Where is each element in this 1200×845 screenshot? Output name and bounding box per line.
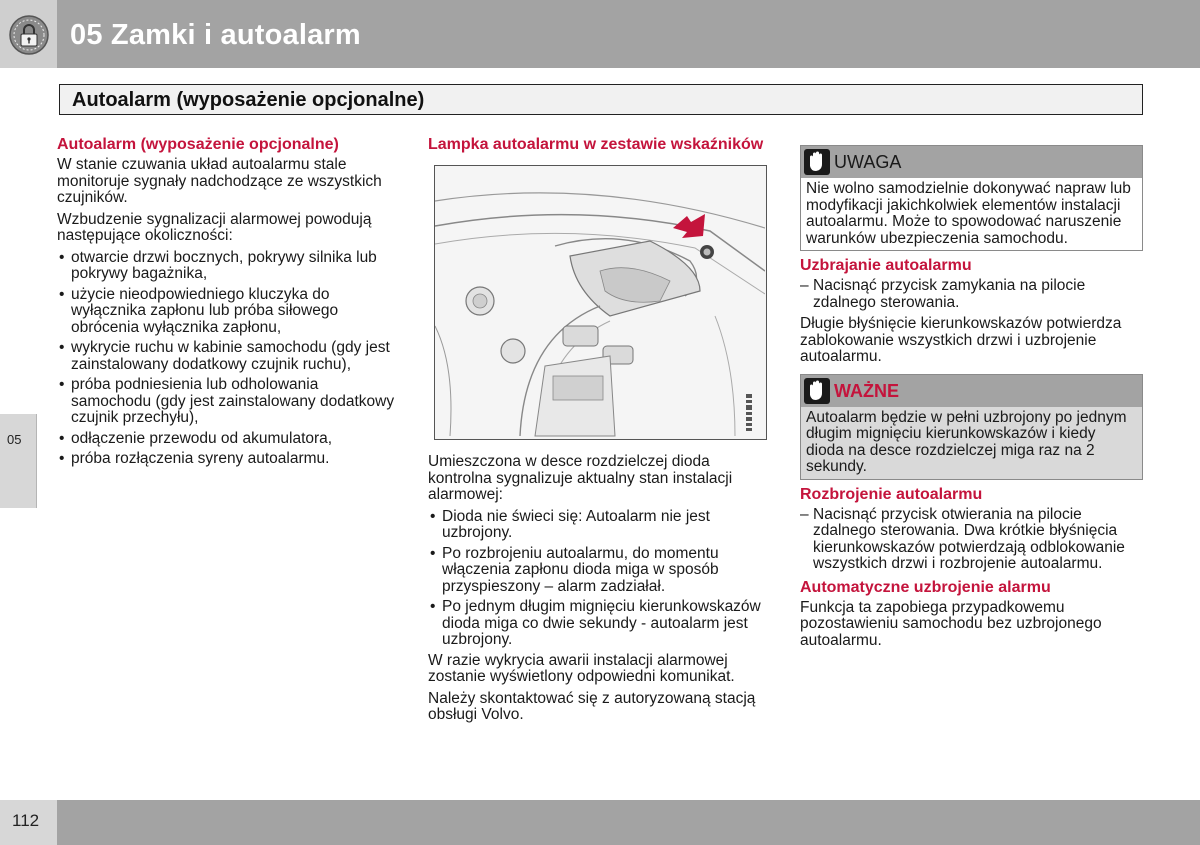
figure-code-marker — [744, 392, 754, 432]
section-title: Autoalarm (wyposażenie opcjonalne) — [72, 89, 425, 111]
wazne-notice-header — [801, 375, 1142, 407]
indicator-state-list — [428, 509, 773, 649]
dashboard-illustration — [435, 166, 765, 438]
uwaga-title: UWAGA — [834, 152, 902, 172]
arming-heading: Uzbrajanie autoalarmu — [800, 257, 972, 274]
list-item: – Nacisnąć przycisk zamykania na pilocie zdalnego sterowania. — [800, 278, 1143, 311]
service-paragraph: Należy skontaktować się z autoryzowaną stacją obsługi Volvo. — [428, 689, 756, 723]
list-item: • otwarcie drzwi bocznych, pokrywy silnika lub pokrywy bagażnika, — [57, 250, 395, 283]
list-item: • użycie nieodpowiedniego kluczyka do wyłącznika zapłonu lub próba siłowego obrócenia wyłącznika zapłonu, — [57, 287, 395, 337]
indicator-paragraph: Umieszczona w desce rozdzielczej dioda kontrolna sygnalizuje aktualny stan instalacji alarmowej: — [428, 453, 733, 503]
alarm-heading: Autoalarm (wyposażenie opcjonalne) — [57, 136, 339, 153]
warning-hand-icon — [804, 149, 830, 175]
wazne-title: WAŻNE — [834, 380, 899, 401]
header-icon-panel — [0, 0, 57, 68]
list-item: • próba podniesienia lub odholowania samochodu (gdy jest zainstalowany dodatkowy czujnik przechyłu), — [57, 377, 395, 427]
alarm-intro-paragraph: W stanie czuwania układ autoalarmu stale monitoruje sygnały nadchodzące ze wszystkich czujników. — [57, 156, 382, 206]
column-left — [57, 136, 395, 472]
list-item: – Nacisnąć przycisk otwierania na pilocie zdalnego sterowania. Dwa krótkie błyśnięcia kierunkowskazów potwierdzają odblokowanie wszystkich drzwi i rozbrojenie autoalarmu. — [800, 507, 1143, 573]
wazne-notice — [800, 374, 1143, 480]
section-title-box — [59, 84, 1143, 115]
lock-shield-icon — [9, 15, 49, 55]
disarm-steps — [800, 507, 1143, 573]
alarm-triggers-intro: Wzbudzenie sygnalizacji alarmowej powodują następujące okoliczności: — [57, 210, 372, 244]
uwaga-text: Nie wolno samodzielnie dokonywać napraw lub modyfikacji jakichkolwiek elementów instalacji autoalarmu. Może to spowodować naruszenie warunków ubezpieczenia samochodu. — [801, 178, 1142, 250]
indicator-heading: Lampka autoalarmu w zestawie wskaźników — [428, 136, 764, 153]
page-footer — [0, 800, 1200, 845]
fault-paragraph: W razie wykrycia awarii instalacji alarmowej zostanie wyświetlony odpowiedni komunikat. — [428, 651, 735, 685]
list-item: • Po rozbrojeniu autoalarmu, do momentu włączenia zapłonu dioda miga w sposób przyspieszony – alarm zadziałał. — [428, 546, 773, 596]
page-number: 112 — [12, 811, 40, 830]
footer-page-panel — [0, 800, 57, 845]
warning-hand-icon — [804, 378, 830, 404]
dashboard-figure — [434, 165, 767, 440]
list-item: • próba rozłączenia syreny autoalarmu. — [57, 451, 395, 468]
alarm-trigger-list — [57, 250, 395, 468]
list-item: • wykrycie ruchu w kabinie samochodu (gdy jest zainstalowany dodatkowy czujnik ruchu), — [57, 340, 395, 373]
arming-paragraph: Długie błyśnięcie kierunkowskazów potwierdza zablokowanie wszystkich drzwi i uzbrojenie autoalarmu. — [800, 315, 1122, 365]
list-item: • odłączenie przewodu od akumulatora, — [57, 431, 395, 448]
auto-arming-paragraph: Funkcja ta zapobiega przypadkowemu pozostawieniu samochodu bez uzbrojonego autoalarmu. — [800, 598, 1102, 649]
chapter-title: 05 Zamki i autoalarm — [70, 19, 361, 51]
list-item: • Po jednym długim mignięciu kierunkowskazów dioda miga co dwie sekundy - autoalarm jest uzbrojony. — [428, 599, 773, 649]
wazne-text: Autoalarm będzie w pełni uzbrojony po jednym długim mignięciu kierunkowskazów i kiedy dioda na desce rozdzielczej miga raz na 2 sekundy. — [801, 407, 1142, 479]
uwaga-notice — [800, 145, 1143, 251]
column-middle — [428, 136, 773, 729]
arming-steps — [800, 278, 1143, 311]
disarm-heading: Rozbrojenie autoalarmu — [800, 485, 983, 503]
uwaga-notice-header — [801, 146, 1142, 178]
list-item: • Dioda nie świeci się: Autoalarm nie jest uzbrojony. — [428, 509, 773, 542]
chapter-side-tab[interactable] — [0, 414, 37, 508]
chapter-header — [0, 0, 1200, 68]
side-tab-label: 05 — [7, 432, 22, 447]
auto-arming-heading: Automatyczne uzbrojenie alarmu — [800, 578, 1051, 596]
column-right — [800, 145, 1143, 654]
